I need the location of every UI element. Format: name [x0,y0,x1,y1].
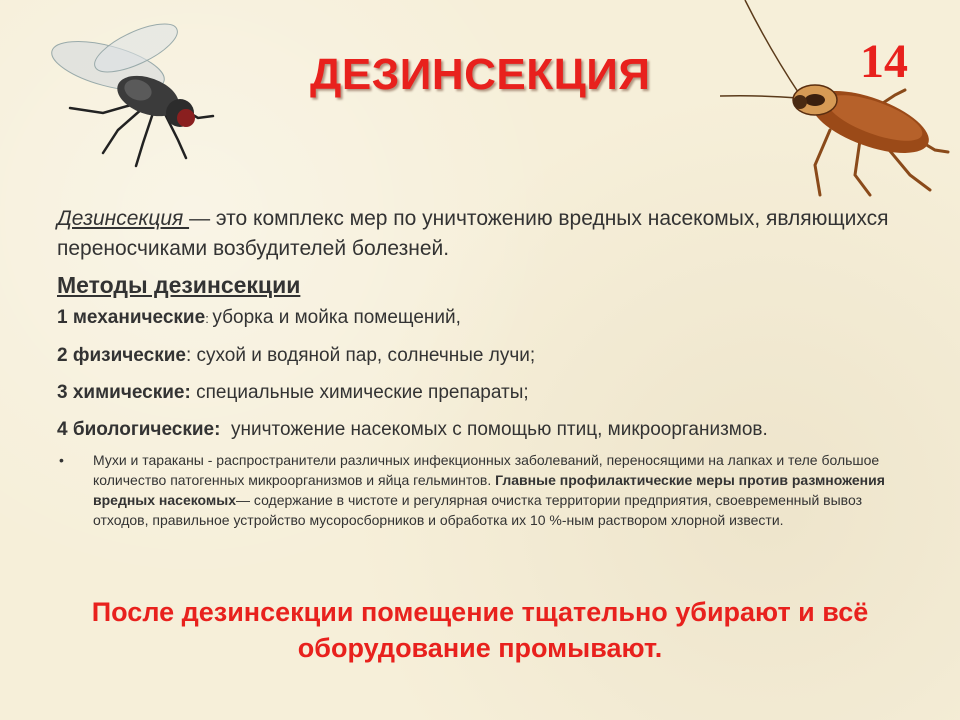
method-item [57,417,907,442]
method-label: 2 физические [57,345,186,366]
note-bullet [57,450,907,530]
method-sep: : [205,311,213,326]
note-text-1: Мухи и тараканы - распространители различных инфекционных заболеваний, переносящими на лапках и теле большое количество патогенных микроорганизмов и яйца гельминтов. [93,452,880,488]
content-area [57,204,907,530]
method-sep: : [185,345,197,366]
method-text: уничтожение насекомых с помощью птиц, микроорганизмов. [230,419,768,440]
method-item [57,380,907,405]
method-text: уборка и мойка помещений, [212,307,461,328]
methods-heading: Методы дезинсекции [57,272,301,298]
page-title: ДЕЗИНСЕКЦИЯ [310,50,651,99]
page-number: 14 [860,35,908,88]
definition-text: — это комплекс мер по уничтожению вредных насекомых, являющихся переносчиками возбудителей болезней. [57,207,889,260]
definition-term: Дезинсекция [57,207,190,230]
method-item [57,343,907,368]
note-bold: Главные профилактические меры против размножения вредных насекомых [93,472,885,508]
method-label: 3 химические: [57,382,191,403]
cockroach-icon [720,0,955,200]
conclusion: После дезинсекции помещение тщательно убирают и всё оборудование промывают. [91,597,869,663]
definition [57,204,907,264]
method-item [57,305,907,331]
bullet-icon: • [59,452,64,468]
method-label: 4 биологические: [57,419,221,440]
fly-icon [48,18,228,168]
note-text-2: — содержание в чистоте и регулярная очистка территории предприятия, своевременный вывоз отходов, правильное устройство мусоросборников и обработка их 10 %-ным раствором хлорной извести. [93,492,863,528]
method-sep [220,419,231,440]
method-label: 1 механические [57,307,206,328]
method-text: специальные химические препараты; [196,382,529,403]
method-text: сухой и водяной пар, солнечные лучи; [196,345,536,366]
